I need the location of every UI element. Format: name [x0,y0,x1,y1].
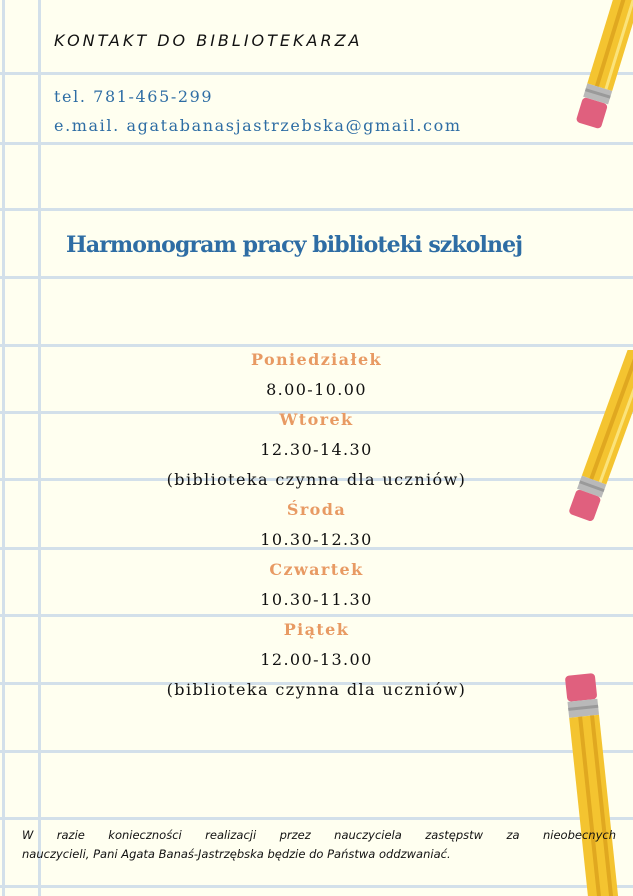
day-hours: 12.30-14.30 [260,440,373,459]
day-note: (biblioteka czynna dla uczniów) [166,470,467,489]
ruled-line [0,817,633,820]
day-note: (biblioteka czynna dla uczniów) [166,680,467,699]
day-name: Piątek [283,620,350,639]
ruled-line [0,72,633,75]
schedule-day-thursday [0,555,633,615]
day-hours: 8.00-10.00 [266,380,367,399]
schedule-day-wednesday [0,495,633,555]
contact-email: e.mail. agatabanasjastrzebska@gmail.com [54,116,462,135]
footer-line-2: nauczycieli, Pani Agata Banaś-Jastrzębska będzie do Państwa oddzwaniać. [22,847,451,861]
day-name: Poniedziałek [250,350,383,369]
day-hours: 12.00-13.00 [260,650,373,669]
ruled-line [0,750,633,753]
contact-title: KONTAKT DO BIBLIOTEKARZA [54,31,363,50]
day-name: Środa [286,500,347,519]
day-hours: 10.30-11.30 [260,590,373,609]
contact-phone: tel. 781-465-299 [54,87,214,106]
day-name: Czwartek [269,560,364,579]
footer-line-1: W razie konieczności realizacji przez nauczyciela zastępstw za nieobecnych [22,828,616,842]
day-hours: 10.30-12.30 [260,530,373,549]
schedule-list [0,345,633,705]
pencil-icon [568,0,633,140]
ruled-line [0,885,633,888]
ruled-line [0,276,633,279]
schedule-day-friday [0,615,633,705]
schedule-day-tuesday [0,405,633,495]
schedule-day-monday [0,345,633,405]
day-name: Wtorek [279,410,354,429]
ruled-line [0,208,633,211]
schedule-title: Harmonogram pracy biblioteki szkolnej [66,232,523,258]
ruled-line [0,142,633,145]
footer-note [22,826,616,864]
